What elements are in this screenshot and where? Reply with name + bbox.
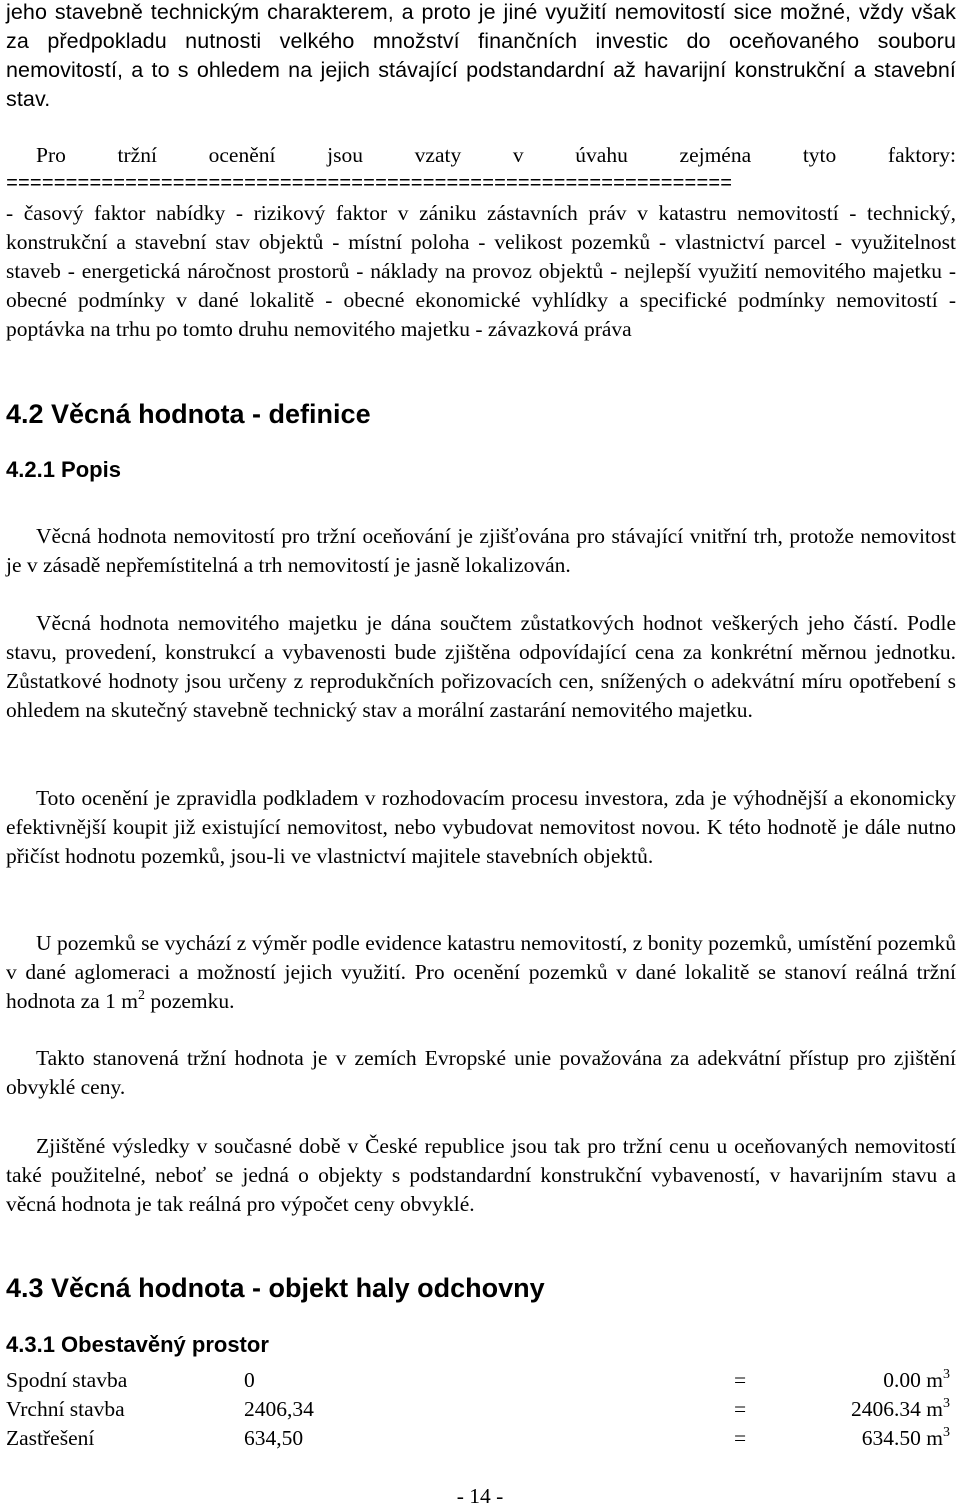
paragraph-6: Zjištěné výsledky v současné době v České republice jsou tak pro tržní cenu u oceňovaných nemovitostí také použitelné, neboť se jedná o objekty s podstandardní konstrukční vybaveností, v havarijním stavu a věcná hodnota je tak reálná pro výpočet ceny obvyklé. [6, 1134, 956, 1216]
paragraph-1: Věcná hodnota nemovitostí pro tržní oceňování je zjišťována pro stávající vnitřní trh, protože nemovitost je v zásadě nepřemístitelná a trh nemovitostí je jasně lokalizován. [6, 524, 956, 577]
separator-line: ============================================================= [6, 173, 733, 196]
table-row [6, 1366, 950, 1395]
paragraph-2: Věcná hodnota nemovitého majetku je dána součtem zůstatkových hodnot veškerých jeho částí. Podle stavu, provedení, konstrukcí a vybavenosti bude zjištěna odpovídající cena za konkrétní měrnou jednotku. Zůstatkové hodnoty jsou určeny z reprodukčních pořizovacích cen, snížených o adekvátní míru opotřebení s ohledem na skutečný stavebně technický stav a morální zastarání nemovitého majetku. [6, 611, 956, 722]
row-value: 0 [244, 1368, 255, 1392]
paragraph-4: U pozemků se vychází z výměr podle evidence katastru nemovitostí, z bonity pozemků, umístění pozemků v dané aglomeraci a možností jejich využití. Pro ocenění pozemků v dané lokalitě se stanoví reálná tržní hodnota za 1 $m^2$ pozemku. [6, 931, 956, 1013]
row-name: Spodní stavba [6, 1368, 128, 1392]
factors-block [6, 141, 956, 344]
row-equals: = [734, 1426, 747, 1450]
row-value: 2406,34 [244, 1397, 314, 1421]
row-result: 634.50 $m^3$ [861, 1425, 950, 1450]
factors-intro: Pro tržní ocenění jsou vzaty v úvahu zejména tyto faktory: [36, 143, 956, 167]
section-heading-4-3: 4.3 Věcná hodnota - objekt haly odchovny [6, 1273, 545, 1303]
row-value: 634,50 [244, 1426, 304, 1450]
subsection-heading-4-3-1: 4.3.1 Obestavěný prostor [6, 1332, 269, 1357]
row-result: 0.00 $m^3$ [883, 1367, 950, 1392]
page-number: - 14 - [456, 1484, 504, 1508]
table-row [6, 1424, 950, 1453]
paragraph-5: Takto stanovená tržní hodnota je v zemích Evropské unie považována za adekvátní přístup pro zjištění obvyklé ceny. [6, 1046, 956, 1099]
section-heading-4-2: 4.2 Věcná hodnota - definice [6, 399, 371, 429]
volume-table [6, 1366, 950, 1453]
row-result: 2406.34 $m^3$ [851, 1396, 950, 1421]
row-equals: = [734, 1368, 747, 1392]
row-name: Zastřešení [6, 1426, 95, 1450]
row-equals: = [734, 1397, 747, 1421]
subsection-heading-4-2-1: 4.2.1 Popis [6, 457, 121, 482]
intro-paragraph: jeho stavebně technickým charakterem, a proto je jiné využití nemovitostí sice možné, vždy však za předpokladu nutnosti velkého množství finančních investic do oceňovaného souboru nemovitostí, a to s ohledem na jejich stávající podstandardní až havarijní konstrukční a stavební stav. [6, 0, 956, 111]
intro-block [6, 0, 956, 114]
table-row [6, 1395, 950, 1424]
factors-list: - časový faktor nabídky - rizikový faktor v zániku zástavních práv v katastru nemovitostí - technický, konstrukční a stavební stav objektů - místní poloha - velikost pozemků - vlastnictví parcel - využitelnost staveb - energetická náročnost prostorů - náklady na provoz objektů - nejlepší využití nemovitého majetku - obecné podmínky v dané lokalitě - obecné ekonomické vyhlídky a specifické podmínky nemovitostí - poptávka na trhu po tomto druhu nemovitého majetku - závazková práva [6, 201, 956, 341]
row-name: Vrchní stavba [6, 1397, 125, 1421]
superscript-2: 2 [137, 988, 145, 1003]
paragraph-3: Toto ocenění je zpravidla podkladem v rozhodovacím procesu investora, zda je výhodnější a ekonomicky efektivnější koupit již existující nemovitost, nebo vybudovat nemovitost novou. K této hodnotě je dále nutno přičíst hodnotu pozemků, jsou-li ve vlastnictví majitele stavebních objektů. [6, 786, 956, 868]
